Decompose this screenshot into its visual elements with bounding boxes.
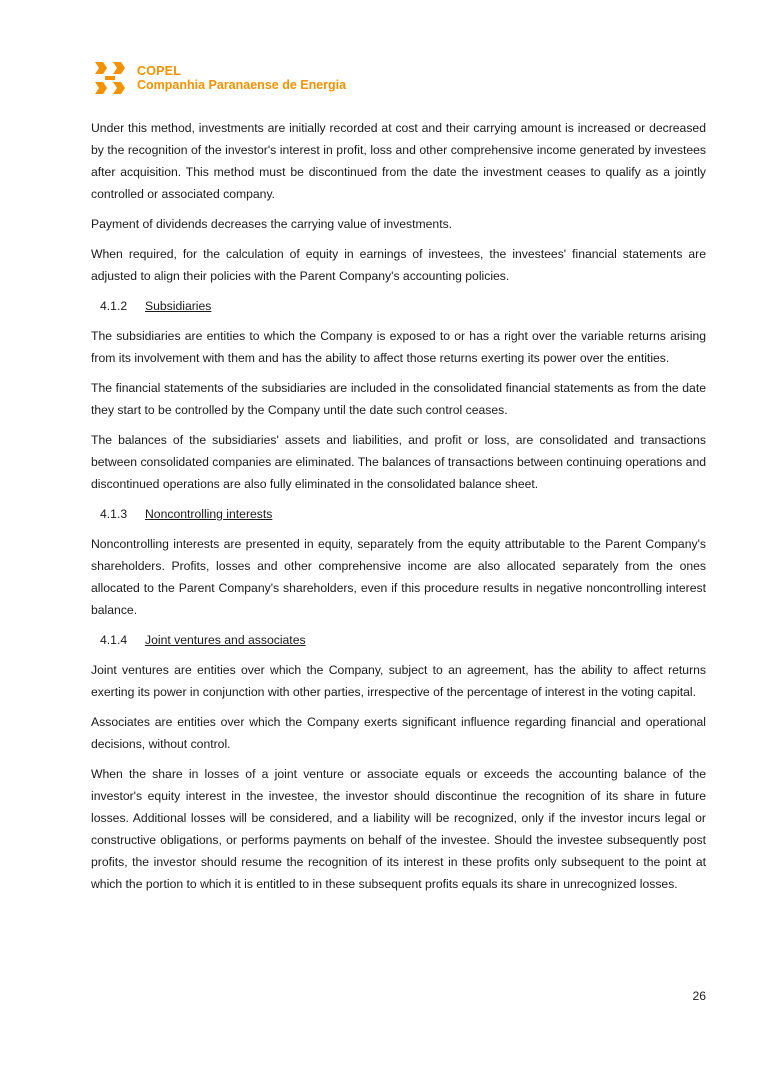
section-title: Subsidiaries [145,299,212,313]
section-number: 4.1.4 [100,633,128,647]
section-number: 4.1.3 [100,507,128,521]
paragraph: Under this method, investments are initially recorded at cost and their carrying amount is increased or decreased by the recognition of the investor's interest in profit, loss and other comprehensive income generated by investees after acquisition. This method must be discontinued from the date the investment ceases to qualify as a jointly controlled or associated company. [91,121,706,201]
paragraph: Joint ventures are entities over which the Company, subject to an agreement, has the ability to affect returns exerting its power in conjunction with other parties, irrespective of the percentage of interest in the voting capital. [91,663,706,699]
paragraph: Associates are entities over which the Company exerts significant influence regarding financial and operational decisions, without control. [91,715,706,751]
paragraph: The financial statements of the subsidiaries are included in the consolidated financial statements as from the date they start to be controlled by the Company until the date such control ceases. [91,381,706,417]
page-header [93,60,346,96]
paragraph: The subsidiaries are entities to which the Company is exposed to or has a right over the variable returns arising from its involvement with them and has the ability to affect those returns exerting its power over the entities. [91,329,706,365]
page-number: 26 [692,989,706,1003]
logo-subtitle: Companhia Paranaense de Energia [137,78,347,92]
logo-text [137,64,346,92]
logo-name: COPEL [137,64,182,78]
paragraph: When the share in losses of a joint venture or associate equals or exceeds the accounting balance of the investor's equity interest in the investee, the investor should discontinue the recognition of its share in future losses. Additional losses will be considered, and a liability will be recognized, only if the investor incurs legal or constructive obligations, or performs payments on behalf of the investee. Should the investee subsequently post profits, the investor should resume the recognition of its interest in these profits only subsequent to the point at which the portion to which it is entitled to in these subsequent profits equals its share in unrecognized losses. [91,767,706,891]
paragraph: Payment of dividends decreases the carrying value of investments. [91,217,453,231]
paragraph: The balances of the subsidiaries' assets and liabilities, and profit or loss, are consolidated and transactions between consolidated companies are eliminated. The balances of transactions between continuing operations and discontinued operations are also fully eliminated in the consolidated balance sheet. [91,433,706,491]
section-title: Joint ventures and associates [145,633,306,647]
section-number: 4.1.2 [100,299,128,313]
section-heading-4-1-3 [91,503,706,525]
section-heading-4-1-4 [91,629,706,651]
copel-logo-icon [93,60,129,96]
paragraph: When required, for the calculation of equity in earnings of investees, the investees' financial statements are adjusted to align their policies with the Parent Company's accounting policies. [91,247,706,283]
section-heading-4-1-2 [91,295,706,317]
paragraph: Noncontrolling interests are presented in equity, separately from the equity attributable to the Parent Company's shareholders. Profits, losses and other comprehensive income are also allocated separately from the ones allocated to the Parent Company's shareholders, even if this procedure results in negative noncontrolling interest balance. [91,537,706,617]
document-body [91,117,706,903]
section-title: Noncontrolling interests [145,507,273,521]
